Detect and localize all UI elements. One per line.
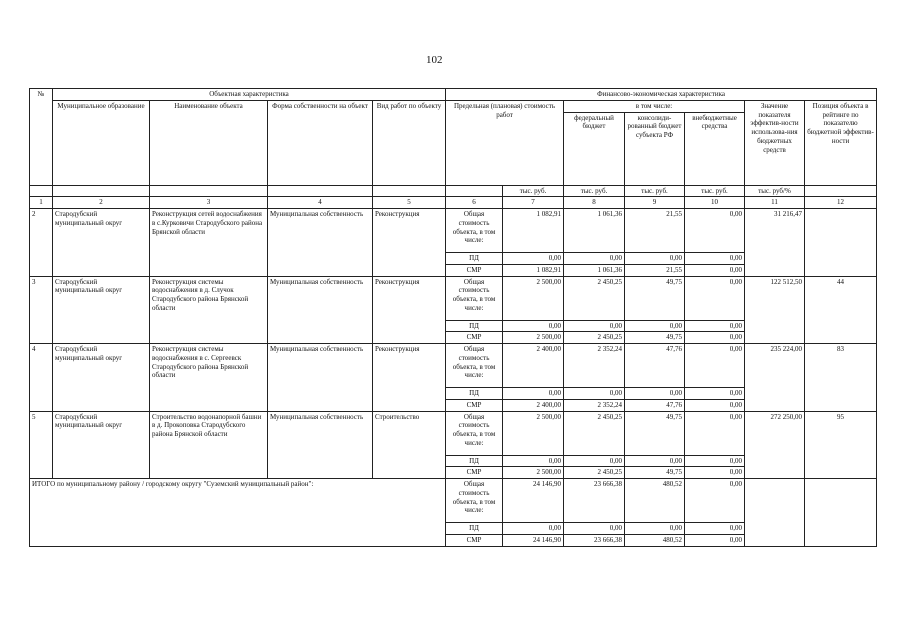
indicator-cell: 31 216,47 bbox=[745, 209, 805, 277]
municipality-cell: Стародубский муниципальный округ bbox=[53, 344, 150, 412]
unit-col-7: тыс. руб. bbox=[503, 185, 564, 197]
smr-label: СМР bbox=[446, 467, 503, 479]
value-cell: 2 500,00 bbox=[503, 276, 564, 320]
row-number: 2 bbox=[30, 209, 53, 277]
value-cell: 21,55 bbox=[625, 264, 685, 276]
header-municipality: Муниципальное образование bbox=[53, 100, 150, 185]
municipality-cell: Стародубский муниципальный округ bbox=[53, 276, 150, 344]
header-work-type: Вид работ по объекту bbox=[373, 100, 446, 185]
units-empty bbox=[150, 185, 268, 197]
value-cell: 0,00 bbox=[685, 264, 745, 276]
value-cell: 24 146,90 bbox=[503, 479, 564, 523]
row-number: 4 bbox=[30, 344, 53, 412]
header-object-group: Объектная характеристика bbox=[53, 89, 446, 101]
value-cell: 2 352,24 bbox=[564, 399, 625, 411]
header-federal: федеральный бюджет bbox=[564, 112, 625, 185]
value-cell: 1 082,91 bbox=[503, 209, 564, 253]
value-cell: 2 400,00 bbox=[503, 399, 564, 411]
unit-col-9: тыс. руб. bbox=[625, 185, 685, 197]
ownership-cell: Муниципальная собственность bbox=[268, 276, 373, 344]
value-cell: 0,00 bbox=[685, 344, 745, 388]
units-empty bbox=[268, 185, 373, 197]
value-cell: 0,00 bbox=[503, 523, 564, 535]
column-number: 11 bbox=[745, 197, 805, 209]
unit-col-8: тыс. руб. bbox=[564, 185, 625, 197]
value-cell: 0,00 bbox=[685, 388, 745, 400]
object-name-cell: Реконструкция системы водоснабжения в д. Случок Стародубского района Брянской области bbox=[150, 276, 268, 344]
position-cell: 83 bbox=[805, 344, 877, 412]
indicator-cell: 235 224,00 bbox=[745, 344, 805, 412]
position-cell bbox=[805, 209, 877, 277]
units-empty bbox=[805, 185, 877, 197]
value-cell: 49,75 bbox=[625, 276, 685, 320]
value-cell: 0,00 bbox=[625, 523, 685, 535]
value-cell: 2 500,00 bbox=[503, 467, 564, 479]
total-label: Общая стоимость объекта, в том числе: bbox=[446, 479, 503, 523]
value-cell: 0,00 bbox=[625, 320, 685, 332]
ownership-cell: Муниципальная собственность bbox=[268, 344, 373, 412]
smr-label: СМР bbox=[446, 534, 503, 546]
header-indicator: Значение показателя эффектив-ности использова-ния бюджетных средств bbox=[745, 100, 805, 185]
value-cell: 480,52 bbox=[625, 534, 685, 546]
value-cell: 2 450,25 bbox=[564, 411, 625, 455]
column-number: 4 bbox=[268, 197, 373, 209]
table-row bbox=[30, 209, 877, 253]
value-cell: 0,00 bbox=[564, 523, 625, 535]
units-empty bbox=[446, 185, 503, 197]
value-cell: 23 666,38 bbox=[564, 534, 625, 546]
value-cell: 2 400,00 bbox=[503, 344, 564, 388]
column-number: 9 bbox=[625, 197, 685, 209]
position-cell: 44 bbox=[805, 276, 877, 344]
pd-label: ПД bbox=[446, 320, 503, 332]
summary-row bbox=[30, 479, 877, 523]
value-cell: 0,00 bbox=[625, 455, 685, 467]
column-number: 6 bbox=[446, 197, 503, 209]
value-cell: 0,00 bbox=[685, 479, 745, 523]
pd-label: ПД bbox=[446, 388, 503, 400]
value-cell: 480,52 bbox=[625, 479, 685, 523]
ownership-cell: Муниципальная собственность bbox=[268, 411, 373, 479]
position-cell: 95 bbox=[805, 411, 877, 479]
row-number: 5 bbox=[30, 411, 53, 479]
column-number: 3 bbox=[150, 197, 268, 209]
value-cell: 49,75 bbox=[625, 332, 685, 344]
column-number: 10 bbox=[685, 197, 745, 209]
value-cell: 23 666,38 bbox=[564, 479, 625, 523]
table-row bbox=[30, 344, 877, 388]
work-type-cell: Реконструкция bbox=[373, 344, 446, 412]
summary-position-empty bbox=[805, 479, 877, 547]
work-type-cell: Реконструкция bbox=[373, 209, 446, 277]
value-cell: 0,00 bbox=[685, 467, 745, 479]
header-no: № bbox=[30, 89, 53, 186]
smr-label: СМР bbox=[446, 399, 503, 411]
budget-table bbox=[29, 88, 877, 547]
object-name-cell: Реконструкция системы водоснабжения в с. Сергеевск Стародубского района Брянской области bbox=[150, 344, 268, 412]
column-number: 12 bbox=[805, 197, 877, 209]
object-name-cell: Реконструкция сетей водоснабжения в с.Курковичи Стародубского района Брянской области bbox=[150, 209, 268, 277]
indicator-cell: 272 250,00 bbox=[745, 411, 805, 479]
value-cell: 1 061,36 bbox=[564, 209, 625, 253]
summary-label: ИТОГО по муниципальному району / городскому округу "Суземский муниципальный район": bbox=[30, 479, 446, 547]
indicator-cell: 122 512,50 bbox=[745, 276, 805, 344]
value-cell: 0,00 bbox=[685, 534, 745, 546]
pd-label: ПД bbox=[446, 253, 503, 265]
value-cell: 0,00 bbox=[685, 276, 745, 320]
summary-indicator-empty bbox=[745, 479, 805, 547]
units-empty bbox=[30, 185, 53, 197]
value-cell: 49,75 bbox=[625, 411, 685, 455]
pd-label: ПД bbox=[446, 523, 503, 535]
value-cell: 1 082,91 bbox=[503, 264, 564, 276]
table-row bbox=[30, 276, 877, 320]
column-number-row bbox=[30, 197, 877, 209]
value-cell: 2 500,00 bbox=[503, 332, 564, 344]
pd-label: ПД bbox=[446, 455, 503, 467]
value-cell: 0,00 bbox=[503, 253, 564, 265]
value-cell: 0,00 bbox=[564, 253, 625, 265]
header-position: Позиция объекта в рейтинге по показателю бюджетной эффектив-ности bbox=[805, 100, 877, 185]
header-consolidated: консолиди-рованный бюджет субъекта РФ bbox=[625, 112, 685, 185]
total-label: Общая стоимость объекта, в том числе: bbox=[446, 276, 503, 320]
value-cell: 0,00 bbox=[625, 253, 685, 265]
value-cell: 0,00 bbox=[503, 455, 564, 467]
total-label: Общая стоимость объекта, в том числе: bbox=[446, 411, 503, 455]
value-cell: 2 500,00 bbox=[503, 411, 564, 455]
smr-label: СМР bbox=[446, 332, 503, 344]
value-cell: 0,00 bbox=[685, 253, 745, 265]
header-including: в том числе: bbox=[564, 100, 745, 112]
header-ownership: Форма собственности на объект bbox=[268, 100, 373, 185]
value-cell: 0,00 bbox=[564, 455, 625, 467]
value-cell: 49,75 bbox=[625, 467, 685, 479]
value-cell: 0,00 bbox=[685, 455, 745, 467]
municipality-cell: Стародубский муниципальный округ bbox=[53, 209, 150, 277]
column-number: 8 bbox=[564, 197, 625, 209]
ownership-cell: Муниципальная собственность bbox=[268, 209, 373, 277]
work-type-cell: Реконструкция bbox=[373, 276, 446, 344]
column-number: 5 bbox=[373, 197, 446, 209]
value-cell: 47,76 bbox=[625, 344, 685, 388]
units-empty bbox=[373, 185, 446, 197]
municipality-cell: Стародубский муниципальный округ bbox=[53, 411, 150, 479]
header-extrabudget: внебюджетные средства bbox=[685, 112, 745, 185]
object-name-cell: Строительство водонапорной башни в д. Прокоповка Стародубского района Брянской области bbox=[150, 411, 268, 479]
value-cell: 0,00 bbox=[503, 388, 564, 400]
header-object-name: Наименование объекта bbox=[150, 100, 268, 185]
units-empty bbox=[53, 185, 150, 197]
value-cell: 0,00 bbox=[503, 320, 564, 332]
value-cell: 21,55 bbox=[625, 209, 685, 253]
value-cell: 0,00 bbox=[564, 320, 625, 332]
value-cell: 0,00 bbox=[685, 320, 745, 332]
unit-col-11: тыс. руб/% bbox=[745, 185, 805, 197]
table-row bbox=[30, 411, 877, 455]
page-number: 102 bbox=[426, 54, 443, 66]
value-cell: 0,00 bbox=[685, 399, 745, 411]
column-number: 7 bbox=[503, 197, 564, 209]
row-number: 3 bbox=[30, 276, 53, 344]
value-cell: 2 450,25 bbox=[564, 467, 625, 479]
value-cell: 2 352,24 bbox=[564, 344, 625, 388]
total-label: Общая стоимость объекта, в том числе: bbox=[446, 209, 503, 253]
work-type-cell: Строительство bbox=[373, 411, 446, 479]
value-cell: 24 146,90 bbox=[503, 534, 564, 546]
value-cell: 2 450,25 bbox=[564, 276, 625, 320]
header-finance-group: Финансово-экономическая характеристика bbox=[446, 89, 877, 101]
value-cell: 47,76 bbox=[625, 399, 685, 411]
value-cell: 0,00 bbox=[685, 523, 745, 535]
total-label: Общая стоимость объекта, в том числе: bbox=[446, 344, 503, 388]
value-cell: 0,00 bbox=[625, 388, 685, 400]
value-cell: 0,00 bbox=[685, 411, 745, 455]
smr-label: СМР bbox=[446, 264, 503, 276]
column-number: 2 bbox=[53, 197, 150, 209]
value-cell: 0,00 bbox=[685, 209, 745, 253]
value-cell: 1 061,36 bbox=[564, 264, 625, 276]
value-cell: 0,00 bbox=[685, 332, 745, 344]
value-cell: 0,00 bbox=[564, 388, 625, 400]
unit-col-10: тыс. руб. bbox=[685, 185, 745, 197]
value-cell: 2 450,25 bbox=[564, 332, 625, 344]
header-limit-cost: Предельная (плановая) стоимость работ bbox=[446, 100, 564, 185]
column-number: 1 bbox=[30, 197, 53, 209]
